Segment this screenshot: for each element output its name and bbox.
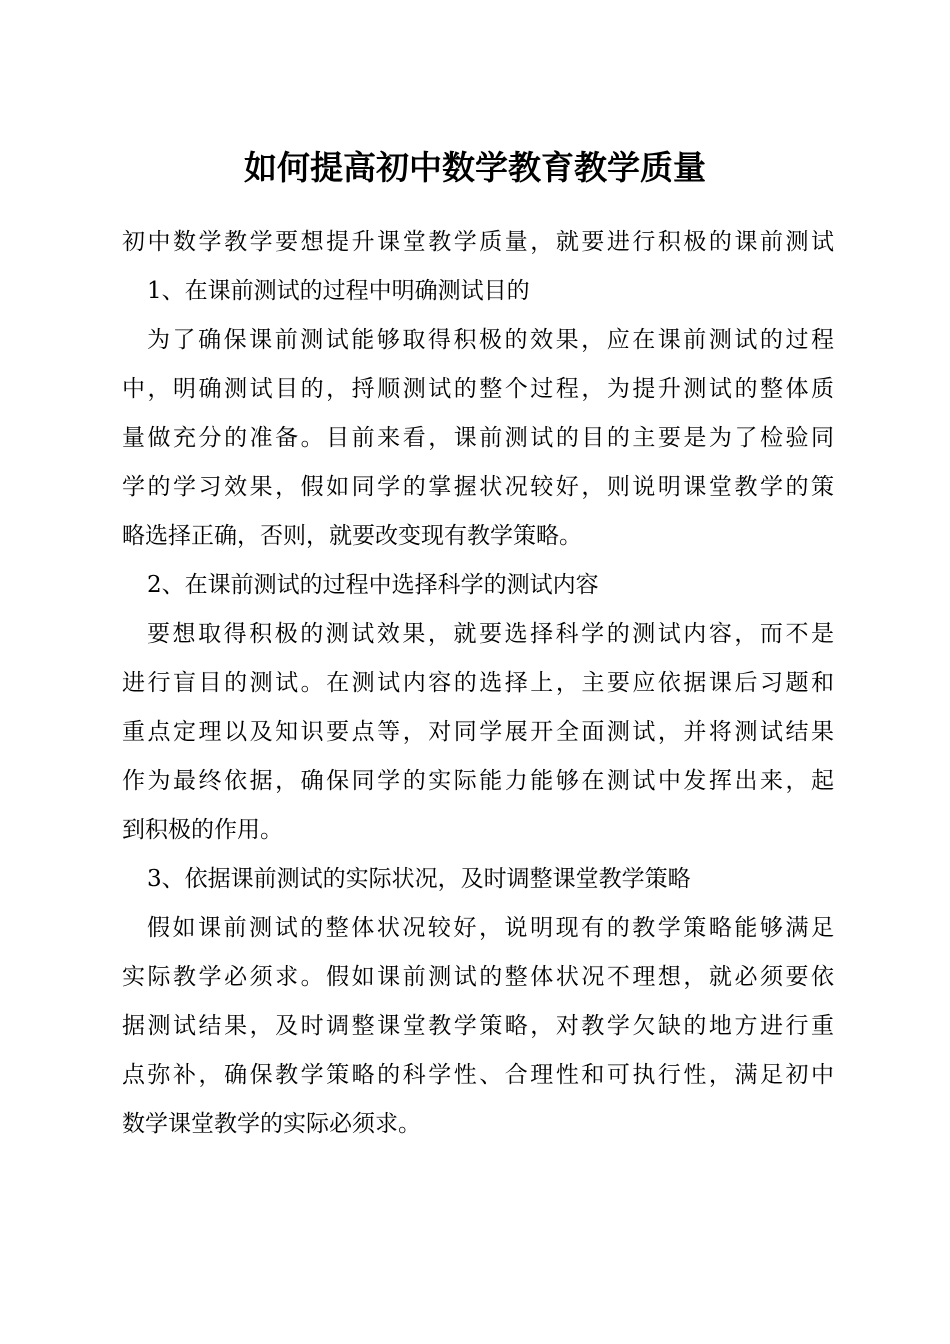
paragraph-line: 学的学习效果，假如同学的掌握状况较好，则说明课堂教学的策 — [122, 474, 834, 500]
paragraph-line: 进行盲目的测试。在测试内容的选择上，主要应依据课后习题和 — [122, 670, 834, 696]
paragraph-line: 据测试结果，及时调整课堂教学策略，对教学欠缺的地方进行重 — [122, 1013, 834, 1039]
paragraph-line: 到积极的作用。 — [122, 817, 283, 843]
paragraph-line: 中，明确测试目的，捋顺测试的整个过程，为提升测试的整体质 — [122, 376, 834, 402]
paragraph-line: 假如课前测试的整体状况较好，说明现有的教学策略能够满足 — [147, 915, 834, 941]
paragraph-line: 要想取得积极的测试效果，就要选择科学的测试内容，而不是 — [147, 621, 834, 647]
section-heading: 1、在课前测试的过程中明确测试目的 — [147, 278, 530, 304]
document-title: 如何提高初中数学教育教学质量 — [244, 148, 706, 187]
paragraph-line: 重点定理以及知识要点等，对同学展开全面测试，并将测试结果 — [122, 719, 834, 745]
paragraph-line: 为了确保课前测试能够取得积极的效果，应在课前测试的过程 — [147, 327, 834, 353]
paragraph-line: 数学课堂教学的实际必须求。 — [122, 1111, 421, 1137]
section-heading: 2、在课前测试的过程中选择科学的测试内容 — [147, 572, 599, 598]
paragraph-line: 实际教学必须求。假如课前测试的整体状况不理想，就必须要依 — [122, 964, 834, 990]
paragraph-line: 点弥补，确保教学策略的科学性、合理性和可执行性，满足初中 — [122, 1062, 834, 1088]
paragraph-line: 量做充分的准备。目前来看，课前测试的目的主要是为了检验同 — [122, 425, 834, 451]
document-body — [122, 218, 834, 1149]
section-heading: 3、依据课前测试的实际状况，及时调整课堂教学策略 — [147, 866, 691, 892]
paragraph-line: 初中数学教学要想提升课堂教学质量，就要进行积极的课前测试 — [122, 229, 834, 255]
paragraph-line: 略选择正确，否则，就要改变现有教学策略。 — [122, 523, 582, 549]
paragraph-line: 作为最终依据，确保同学的实际能力能够在测试中发挥出来，起 — [122, 768, 834, 794]
